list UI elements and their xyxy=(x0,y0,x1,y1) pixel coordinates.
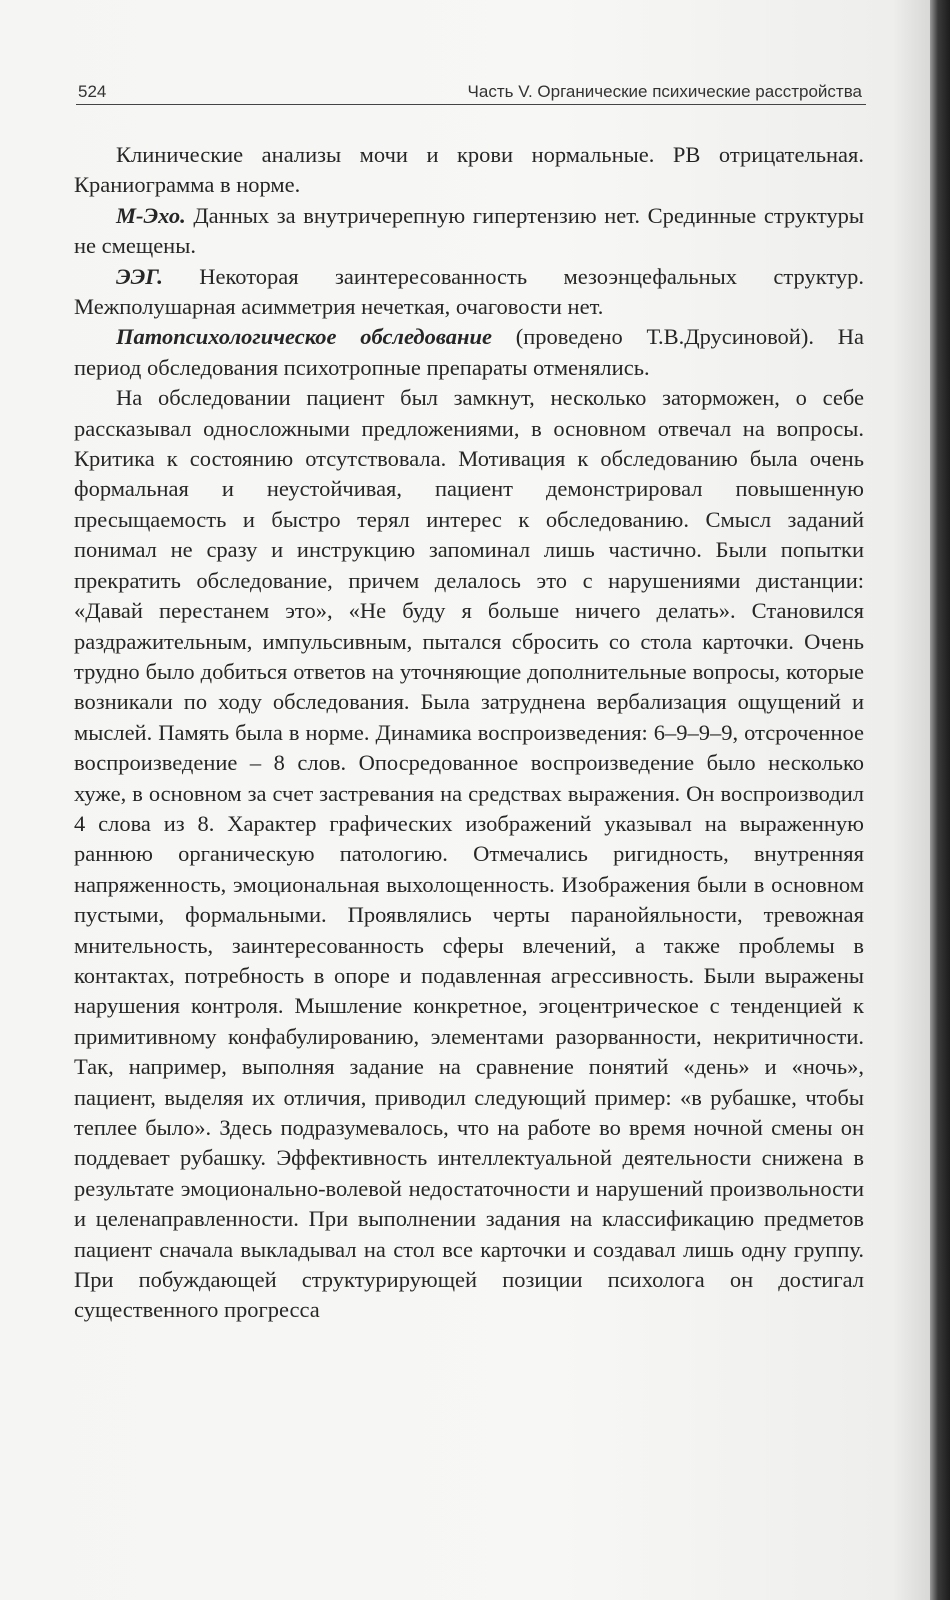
paragraph-examination xyxy=(74,383,864,1326)
chapter-title: Часть V. Органические психические расстройства xyxy=(467,82,862,101)
paragraph-echo xyxy=(74,201,864,262)
page-number: 524 xyxy=(78,82,107,101)
paragraph-lead: Патопсихологическое обследование xyxy=(116,324,492,350)
book-spine-edge xyxy=(930,0,950,1600)
header-rule xyxy=(76,104,866,105)
paragraph-lab-results xyxy=(74,140,864,201)
paragraph-text: Клинические анализы мочи и крови нормальные. РВ отрицательная. Краниограмма в норме. xyxy=(74,142,864,198)
paragraph-text: На обследовании пациент был замкнут, несколько заторможен, о себе рассказывал односложными предложениями, в основном отвечал на вопросы. Критика к состоянию отсутствовала. Мотивация к обследованию была очень формальная и неустойчивая, пациент демонстрировал повышенную пресыщаемость и быстро терял интерес к обследованию. Смысл заданий понимал не сразу и инструкцию запоминал лишь частично. Были попытки прекратить обследование, причем делалось это с нарушениями дистанции: «Давай перестанем это», «Не буду я больше ничего делать». Становился раздражительным, импульсивным, пытался сбросить со стола карточки. Очень трудно было добиться ответов на уточняющие дополнительные вопросы, которые возникали по ходу обследования. Была затруднена вербализация ощущений и мыслей. Память была в норме. Динамика воспроизведения: 6–9–9–9, отсроченное воспроизведение – 8 слов. Опосредованное воспроизведение было несколько хуже, в основном за счет застревания на средствах выражения. Он воспроизводил 4 слова из 8. Характер графических изображений указывал на выраженную раннюю органическую патологию. Отмечались ригидность, внутренняя напряженность, эмоциональная выхолощенность. Изображения были в основном пустыми, формальными. Проявлялись черты паранойяльности, тревожная мнительность, заинтересованность сферы влечений, а также проблемы в контактах, потребность в опоре и подавленная агрессивность. Были выражены нарушения контроля. Мышление конкретное, эгоцентрическое с тенденцией к примитивному конфабулированию, элементами разорванности, некритичности. Так, например, выполняя задание на сравнение понятий «день» и «ночь», пациент, выделяя их отличия, приводил следующий пример: «в рубашке, чтобы теплее было». Здесь подразумевалось, что на работе во время ночной смены он поддевает рубашку. Эффективность интеллектуальной деятельности снижена в результате эмоционально-волевой недостаточности и нарушений произвольности и целенаправленности. При выполнении задания на классификацию предметов пациент сначала выкладывал на стол все карточки и создавал лишь одну группу. При побуждающей структурирующей позиции психолога он достигал существенного прогресса xyxy=(74,385,864,1323)
paragraph-lead: М-Эхо. xyxy=(116,202,186,228)
paragraph-text: (проведено Т.В.Друсиновой). На период обследования психотропные препараты отменялись. xyxy=(74,324,864,380)
body-text xyxy=(74,140,864,1326)
paragraph-text: Некоторая заинтересованность мезоэнцефальных структур. Межполушарная асимметрия нечеткая, очаговости нет. xyxy=(74,263,864,320)
paragraph-pathopsychology xyxy=(74,322,864,383)
paragraph-lead: ЭЭГ. xyxy=(116,263,163,289)
paragraph-eeg xyxy=(74,262,864,323)
paragraph-text: Данных за внутричерепную гипертензию нет. Срединные структуры не смещены. xyxy=(74,202,864,259)
